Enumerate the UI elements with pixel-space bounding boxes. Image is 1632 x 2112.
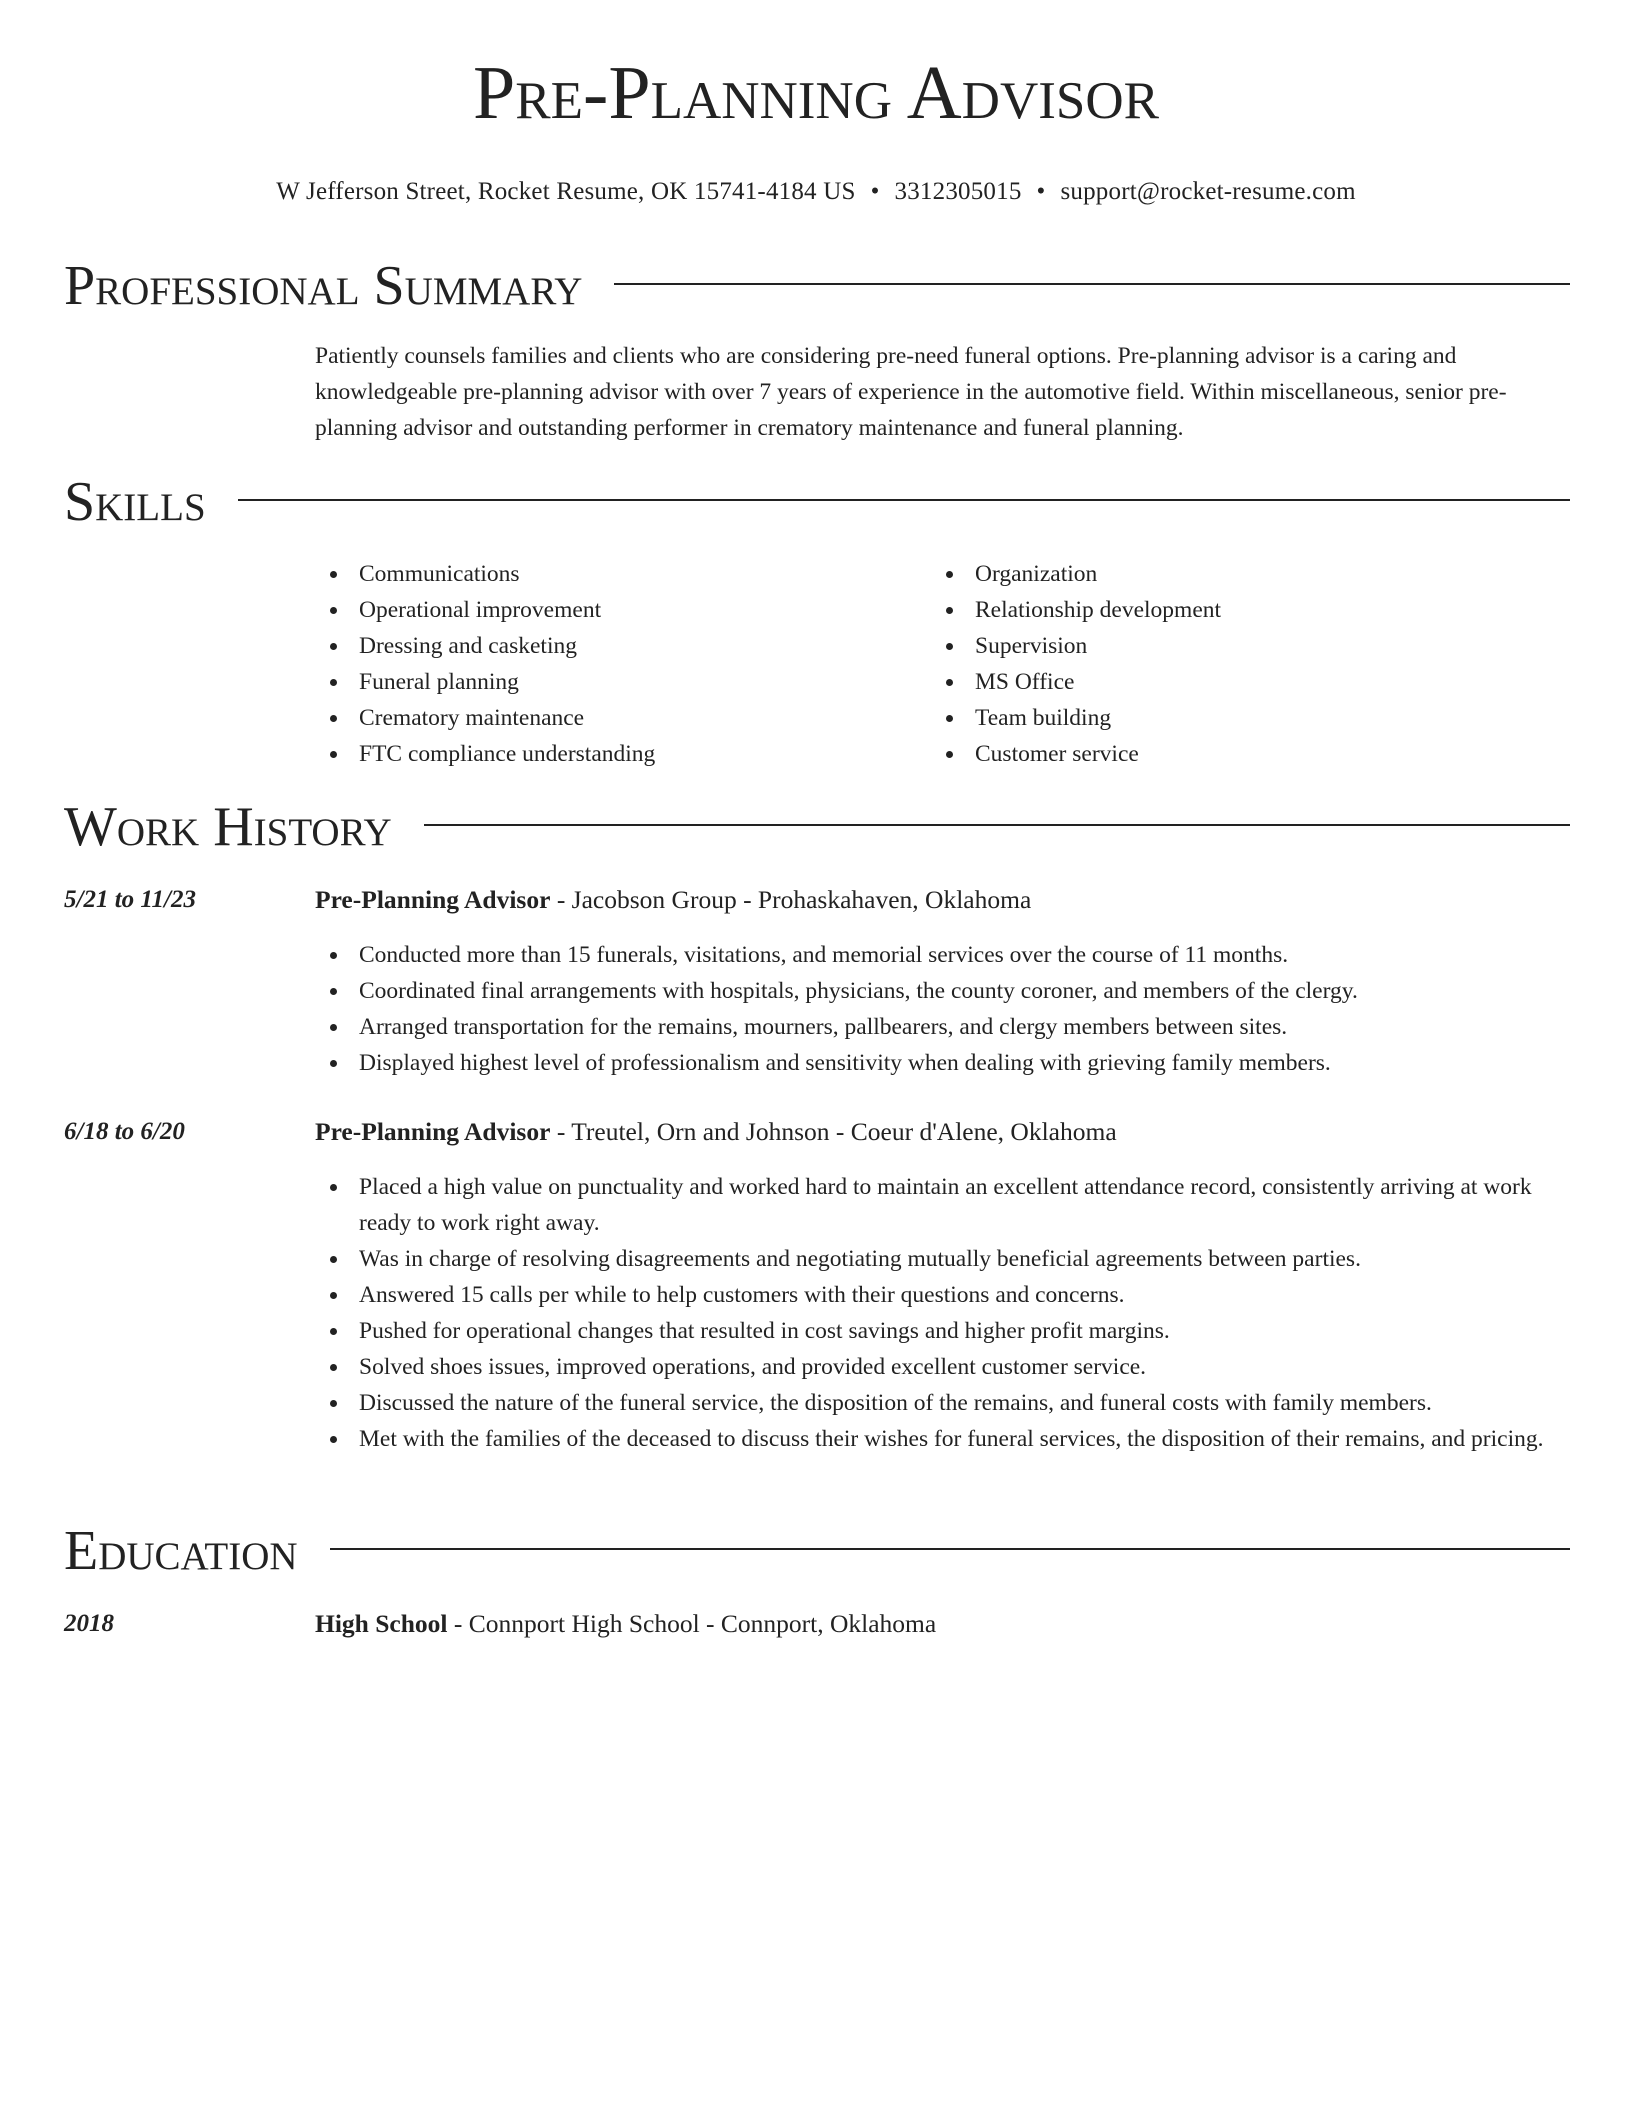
job-bullet: Coordinated final arrangements with hospitals, physicians, the county coroner, and members of the clergy. [315, 973, 1570, 1009]
work-section-title: Work History [64, 796, 392, 858]
contact-email: support@rocket-resume.com [1060, 178, 1356, 205]
job-bullet: Answered 15 calls per while to help customers with their questions and concerns. [315, 1277, 1570, 1313]
section-divider [330, 1548, 1570, 1550]
job-bullet: Placed a high value on punctuality and worked hard to maintain an excellent attendance record, consistently arriving at work ready to work right away. [315, 1169, 1570, 1241]
skills-section-title: Skills [64, 471, 206, 533]
job-employer: - Jacobson Group - Prohaskahaven, Oklahoma [550, 885, 1032, 914]
skill-item: Dressing and casketing [315, 628, 655, 664]
skills-list-right [931, 556, 1221, 772]
contact-address: W Jefferson Street, Rocket Resume, OK 15741-4184 US [276, 178, 856, 205]
contact-phone: 3312305015 [894, 178, 1022, 205]
contact-line [0, 176, 1632, 208]
job-dates: 5/21 to 11/23 [64, 886, 196, 913]
job-dates: 6/18 to 6/20 [64, 1118, 185, 1145]
job-bullets [315, 937, 1570, 1081]
skill-item: Customer service [931, 736, 1221, 772]
skill-item: Operational improvement [315, 592, 655, 628]
job-heading [315, 1116, 1117, 1148]
section-divider [238, 499, 1570, 501]
summary-text: Patiently counsels families and clients who are considering pre-need funeral options. Pre-planning advisor is a caring and knowledgeable pre-planning advisor with over 7 years of experience in the automotive field. Within miscellaneous, senior pre-planning advisor and outstanding performer in crematory maintenance and funeral planning. [315, 343, 1507, 441]
skill-item: FTC compliance understanding [315, 736, 655, 772]
section-divider [424, 824, 1570, 826]
job-bullet: Was in charge of resolving disagreements and negotiating mutually beneficial agreements between parties. [315, 1241, 1570, 1277]
education-year: 2018 [64, 1610, 114, 1637]
job-heading [315, 884, 1031, 916]
skill-item: MS Office [931, 664, 1221, 700]
job-bullet: Conducted more than 15 funerals, visitations, and memorial services over the course of 11 months. [315, 937, 1570, 973]
skills-section-header [64, 470, 1570, 534]
skills-list-left [315, 556, 655, 772]
education-school: - Connport High School - Connport, Oklahoma [447, 1609, 937, 1638]
work-section-header [64, 795, 1570, 859]
job-bullet: Discussed the nature of the funeral service, the disposition of the remains, and funeral costs with family members. [315, 1385, 1570, 1421]
job-title: Pre-Planning Advisor [315, 885, 551, 914]
education-section-title: Education [64, 1520, 298, 1582]
job-employer: - Treutel, Orn and Johnson - Coeur d'Alene, Oklahoma [550, 1117, 1117, 1146]
skill-item: Relationship development [931, 592, 1221, 628]
education-section-header [64, 1519, 1570, 1583]
education-degree: High School [315, 1609, 448, 1638]
job-bullet: Arranged transportation for the remains, mourners, pallbearers, and clergy members between sites. [315, 1009, 1570, 1045]
skill-item: Funeral planning [315, 664, 655, 700]
job-bullet: Met with the families of the deceased to discuss their wishes for funeral services, the disposition of their remains, and pricing. [315, 1421, 1570, 1457]
skill-item: Organization [931, 556, 1221, 592]
contact-separator: • [1036, 178, 1046, 205]
job-title: Pre-Planning Advisor [315, 1117, 551, 1146]
summary-section-title: Professional Summary [64, 255, 583, 317]
summary-section-header [64, 254, 1570, 318]
contact-separator: • [870, 178, 880, 205]
skill-item: Communications [315, 556, 655, 592]
job-bullet: Pushed for operational changes that resulted in cost savings and higher profit margins. [315, 1313, 1570, 1349]
skill-item: Supervision [931, 628, 1221, 664]
skill-item: Crematory maintenance [315, 700, 655, 736]
section-divider [614, 283, 1570, 285]
skill-item: Team building [931, 700, 1221, 736]
job-bullets [315, 1169, 1570, 1457]
job-bullet: Displayed highest level of professionalism and sensitivity when dealing with grieving family members. [315, 1045, 1570, 1081]
candidate-name: Pre-Planning Advisor [473, 51, 1159, 135]
education-heading [315, 1608, 936, 1640]
job-bullet: Solved shoes issues, improved operations, and provided excellent customer service. [315, 1349, 1570, 1385]
